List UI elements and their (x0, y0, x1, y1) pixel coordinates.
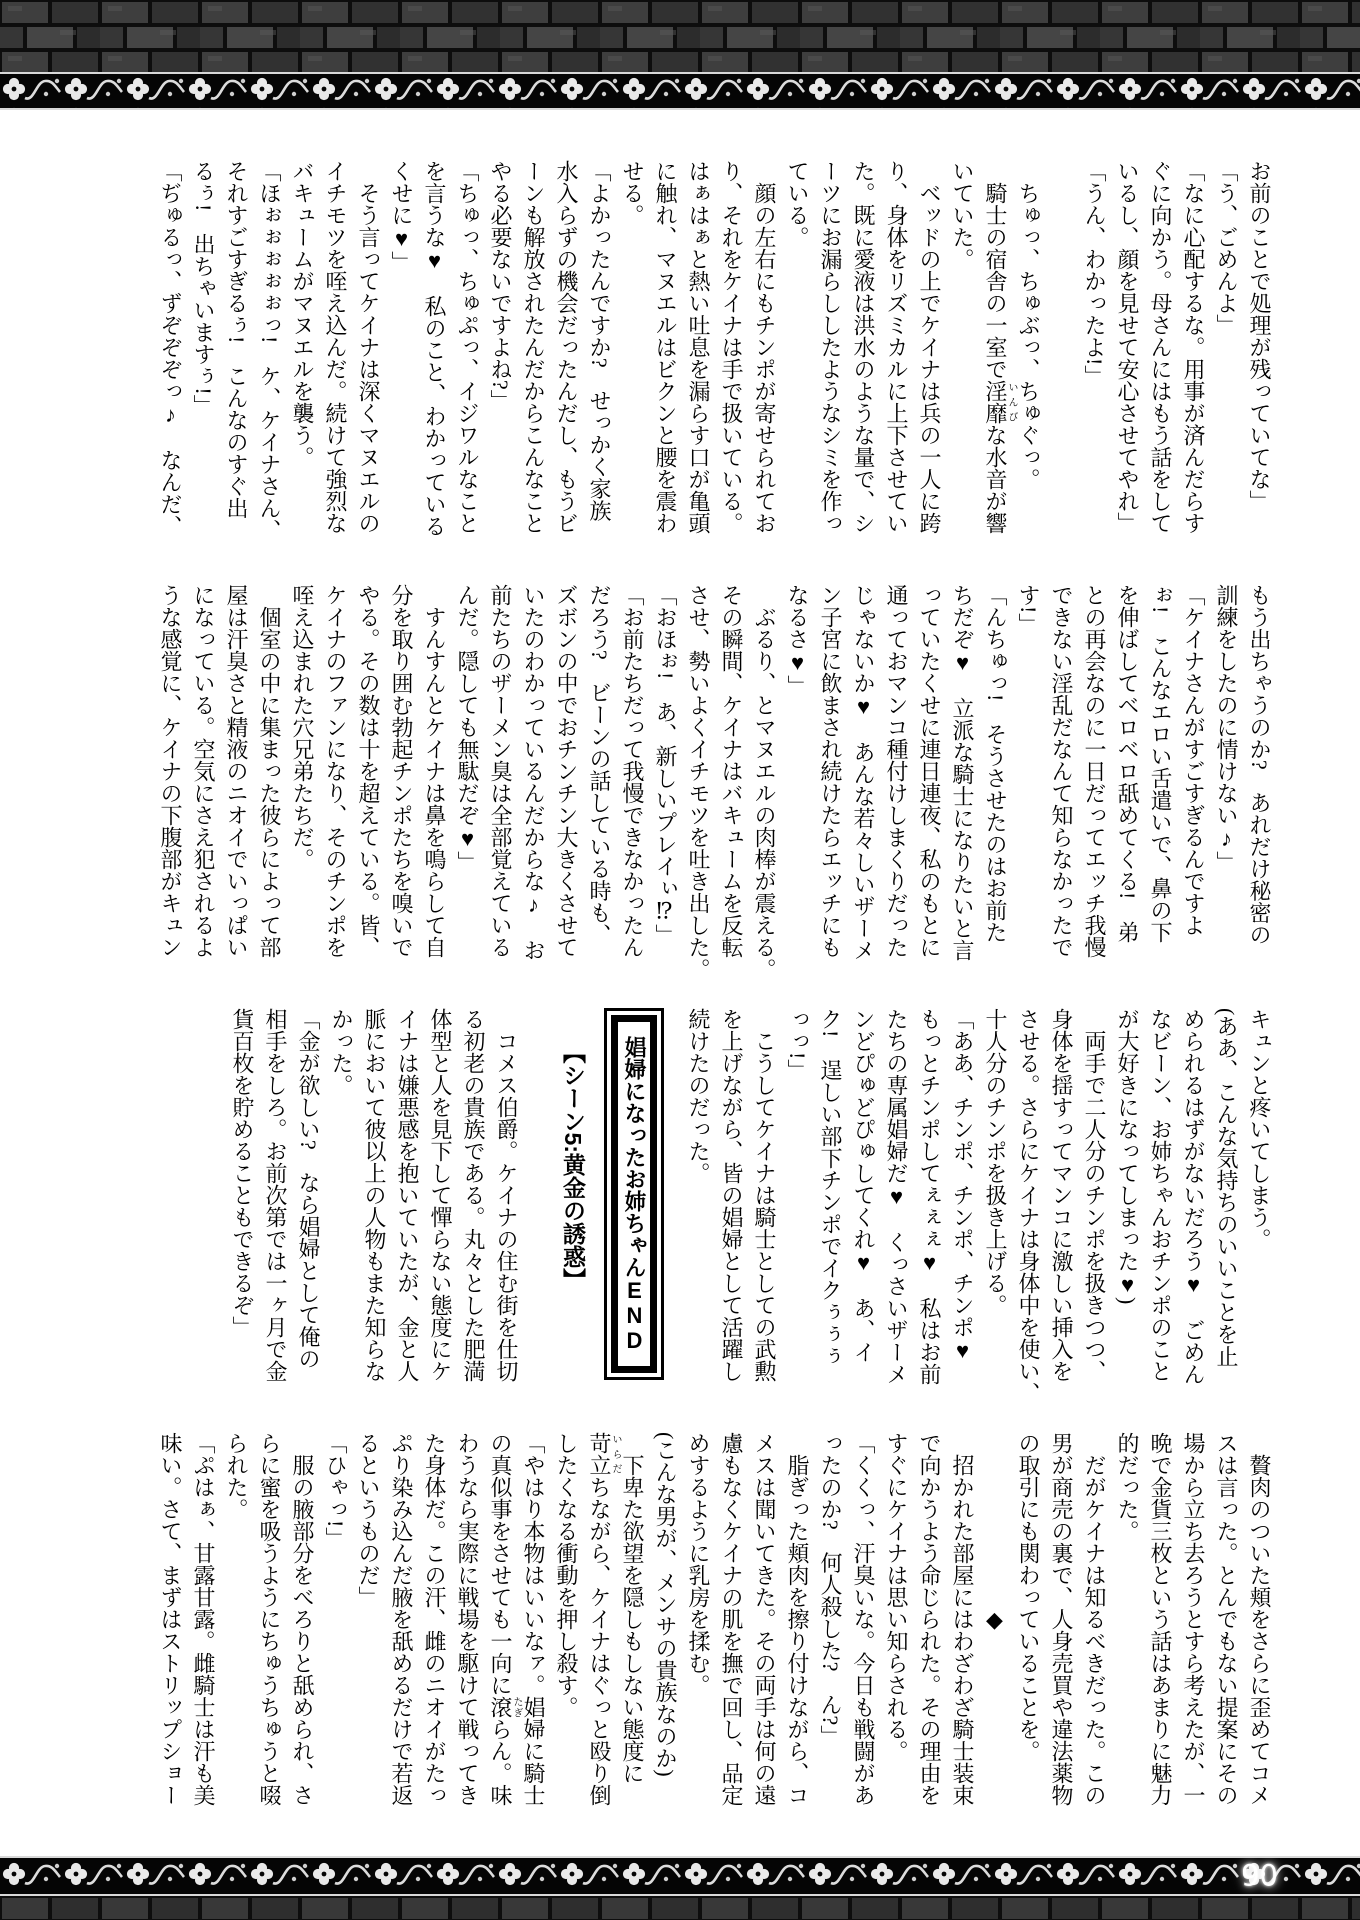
flower-vine-pattern-top (0, 74, 1360, 108)
ending-title-box-inner (611, 1015, 657, 1373)
text-band-4: 贅肉のついた頬をさらに歪めてコメ スは言った。とんでもない提案にその 場から立ち去ろうとすら考えたが、一 晩で金貨三枚という話はあまりに魅力 的だった。 だがケイナは知るべきだった。この 男が商売の裏で、人身売買や違法薬物 の取引にも関わっていることを。 ◆ 招かれた部屋にはわざわざ騎士装束 で向かうよう命じられた。その理由を すぐにケイナは思い知らされる。 「くくっ、汗臭いな。今日も戦闘があ ったのか? 何人殺した? ん?」 脂ぎった頬肉を擦り付けながら、コ メスは聞いてきた。その両手は何の遠 慮もなくケイナの肌を撫で回し、品定 めするように乳房を揉む。 (こんな男が、メンサの貴族なのか) 下卑た欲望を隠しもしない態度に 苛立いらだちながら、ケイナはぐっと殴り倒 したくなる衝動を押し殺す。 「やはり本物はいいなァ。娼婦に騎士 の真似事をさせても一向に滾たぎらん。味 わうなら実際に戦場を駆けて戦ってき た身体だ。この汗、雌のニオイがたっ ぷり染み込んだ腋を舐めるだけで若返 るというものだ」 「ひゃっ!」 服の腋部分をべろりと舐められ、さ らに蜜を吸うようにちゅうちゅうと啜 られた。 「ぷはぁ、甘露甘露。雌騎士は汗も美 味い。さて、まずはストリップショー (158, 1432, 1272, 1806)
page-number: 90 (1241, 1858, 1278, 1893)
floral-border-bottom (0, 1856, 1360, 1896)
page-body (0, 110, 1360, 1856)
text-band-1: お前のことで処理が残っていてな」 「う、ごめんよ」 「なに心配するな。用事が済んだらす ぐに向かう。母さんにはもう話をして いるし、顔を見せて安心させてやれ」 「うん、わかったよ!」 ちゅっ、ちゅぶっ、ちゅぐっ。 騎士の宿舎の一室で淫靡いんびな水音が響 いていた。 ベッドの上でケイナは兵の一人に跨 り、身体をリズミカルに上下させてい た。既に愛液は洪水のような量で、シ ーツにお漏らししたようなシミを作っ ている。 顔の左右にもチンポが寄せられてお り、それをケイナは手で扱いている。 はぁはぁと熱い吐息を漏らす口が亀頭 に触れ、マヌエルはビクンと腰を震わ せる。 「よかったんですか? せっかく家族 水入らずの機会だったんだし、もうビ ーンも解放されたんだからこんなこと やる必要ないですよね?」 「ちゅっ、ちゅぷっ、イジワルなこと を言うな♥ 私のこと、わかっている くせに♥」 そう言ってケイナは深くマヌエルの イチモツを咥え込んだ。続けて強烈な バキュームがマヌエルを襲う。 「ほぉぉぉぉぉっ! ケ、ケイナさん、 それすごすぎるぅ! こんなのすぐ出 るぅ! 出ちゃいますぅ!」 「ぢゅるっ、ずぞぞぞっ♪ なんだ、 (158, 160, 1272, 542)
band-3-text-after-box: 【シーン5:黄金の誘惑】 コメス伯爵。ケイナの住む街を仕切 る初老の貴族である。丸々とした肥満 体型と人を見下して憚らない態度にケ イナは嫌悪感を抱いていたが、金と人 脈において彼以上の人物もまた知らな かった。 「金が欲しい? なら娼婦として俺の 相手をしろ。お前次第では一ヶ月で金 貨百枚を貯めることもできるぞ」 (230, 1008, 586, 1382)
floral-border-top (0, 72, 1360, 110)
brick-texture-top (0, 0, 1360, 72)
text-band-3 (96, 1008, 1276, 1406)
flower-vine-pattern-bottom (0, 1858, 1360, 1894)
brick-pattern-bottom-graphic (0, 1896, 1360, 1920)
text-band-2: もう出ちゃうのか? あれだけ秘密の 訓練をしたのに情けない♪」 「ケイナさんがすごすぎるんですよ ぉ! こんなエロい舌遣いで、鼻の下 を伸ばしてベロベロ舐めてくる! 弟 との再会なのに一日だってエッチ我慢 できない淫乱だなんて知らなかったで す!」 「んちゅっ! そうさせたのはお前た ちだぞ♥ 立派な騎士になりたいと言 っていたくせに連日連夜、私のもとに 通っておマンコ種付けしまくりだった じゃないか♥ あんな若々しいザーメ ン子宮に飲まされ続けたらエッチにも なるさ♥」 ぶるり、とマヌエルの肉棒が震える。 その瞬間、ケイナはバキュームを反転 させ、勢いよくイチモツを吐き出した。 「おほぉ! あ、新しいプレイぃ⁉」 「お前たちだって我慢できなかったん だろう? ビーンの話している時も、 ズボンの中でおチンチン大きくさせて いたのわかっているんだからな♪ お 前たちのザーメン臭は全部覚えている んだ。隠しても無駄だぞ♥」 すんすんとケイナは鼻を鳴らして自 分を取り囲む勃起チンポたちを嗅いで やる。その数は十を超えている。皆、 ケイナのファンになり、そのチンポを 咥え込まれた穴兄弟たちだ。 個室の中に集まった彼らによって部 屋は汗臭さと精液のニオイでいっぱい になっている。空気にさえ犯されるよ うな感覚に、ケイナの下腹部がキュン (158, 584, 1272, 980)
ending-title-box (604, 1008, 664, 1380)
brick-texture-bottom (0, 1896, 1360, 1920)
band-3-text-before-box: キュンと疼いてしまう。 (ああ、こんな気持ちのいいことを止 められるはずがないだろう♥ ごめん なビーン、お姉ちゃんおチンポのこと が大好きになってしまった♥) 両手で二人分のチンポを扱きつつ、 身体を揺すってマンコに激しい挿入を させる。さらにケイナは身体中を使い、 十人分のチンポを扱き上げる。 「ああ、チンポ、チンポ、チンポ♥ もっとチンポしてぇぇぇ♥ 私はお前 たちの専属娼婦だ♥ くっさいザーメ ンどぴゅどぴゅしてくれ♥ あ、イ ク! 逞しい部下チンポでイクぅぅぅ っっ!」 こうしてケイナは騎士としての武勲 を上げながら、皆の娼婦として活躍し 続けたのだった。 (686, 1008, 1272, 1404)
ending-title-label: 娼婦になったお姉ちゃんEND (622, 1035, 647, 1353)
brick-pattern-top-graphic (0, 0, 1360, 72)
